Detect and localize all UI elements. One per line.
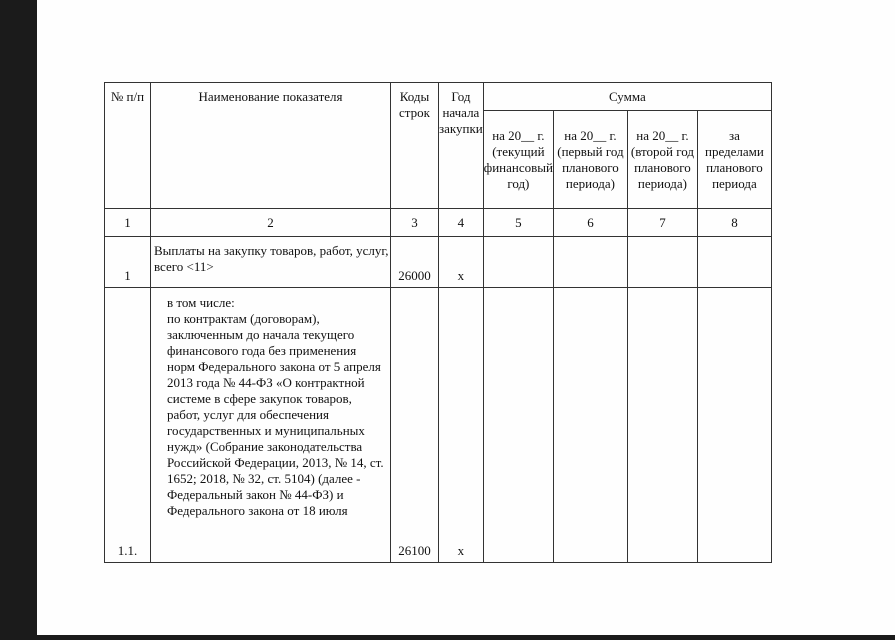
header-year: Год начала закупки	[439, 83, 484, 209]
row-value-current-year	[483, 237, 553, 288]
header-second-plan-year: на 20__ г. (второй год планового периода)	[627, 111, 697, 209]
column-number-2: 2	[151, 209, 391, 237]
header-codes: Коды строк	[391, 83, 439, 209]
column-number-7: 7	[627, 209, 697, 237]
row-value-current-year	[483, 288, 553, 563]
row-value-first-plan-year	[553, 288, 627, 563]
indicator-table	[104, 82, 772, 563]
column-number-5: 5	[483, 209, 553, 237]
row-code: 26000	[391, 237, 439, 288]
table-row	[105, 288, 772, 563]
row-value-second-plan-year	[627, 237, 697, 288]
column-number-3: 3	[391, 209, 439, 237]
scan-bottom-border	[0, 635, 895, 640]
row-number: 1.1.	[105, 288, 151, 563]
header-current-year: на 20__ г. (текущий финансовый год)	[483, 111, 553, 209]
row-name: Выплаты на закупку товаров, работ, услуг, всего <11>	[151, 237, 391, 288]
row-value-second-plan-year	[627, 288, 697, 563]
column-number-4: 4	[439, 209, 484, 237]
row-start-year: х	[439, 288, 484, 563]
header-first-plan-year: на 20__ г. (первый год планового периода)	[553, 111, 627, 209]
row-value-beyond-plan	[697, 237, 771, 288]
header-num: № п/п	[105, 83, 151, 209]
column-number-8: 8	[697, 209, 771, 237]
row-value-beyond-plan	[697, 288, 771, 563]
row-code: 26100	[391, 288, 439, 563]
header-name: Наименование показателя	[151, 83, 391, 209]
table-row	[105, 237, 772, 288]
column-number-1: 1	[105, 209, 151, 237]
row-start-year: х	[439, 237, 484, 288]
row-name: в том числе: по контрактам (договорам), заключенным до начала текущего финансового года без применения норм Федерального закона от 5 апреля 2013 года № 44-ФЗ «О контрактной системе в сфере закупок товаров, работ, услуг для обеспечения государственных и муниципальных нужд» (Собрание законодательства Российской Федерации, 2013, № 14, ст. 1652; 2018, № 32, ст. 5104) (далее - Федеральный закон № 44-ФЗ) и Федерального закона от 18 июля	[151, 288, 391, 563]
column-number-6: 6	[553, 209, 627, 237]
row-value-first-plan-year	[553, 237, 627, 288]
scan-left-border	[0, 0, 37, 640]
header-sum: Сумма	[483, 83, 771, 111]
header-beyond-plan: за пределами планового периода	[697, 111, 771, 209]
row-number: 1	[105, 237, 151, 288]
